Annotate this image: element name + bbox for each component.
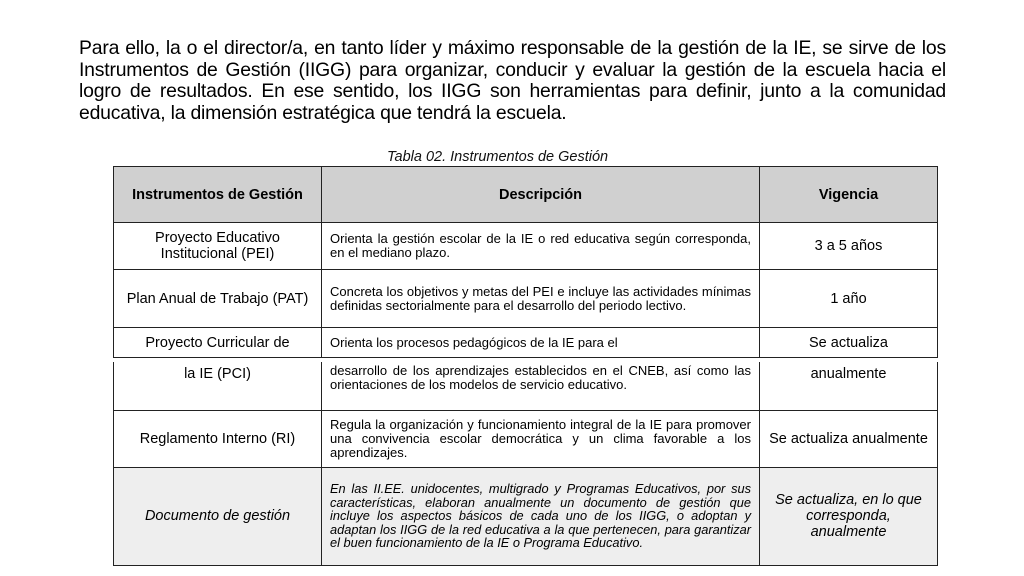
header-descripcion: Descripción [322,167,760,223]
cell-instrumento: Proyecto Curricular de [114,328,322,358]
cell-descripcion: desarrollo de los aprendizajes establecidos en el CNEB, así como las orientaciones de los modelos de servicio educativo. [322,362,760,410]
table-caption: Tabla 02. Instrumentos de Gestión [387,149,609,165]
table-row [114,328,938,358]
cell-vigencia: Se actualiza anualmente [760,410,938,467]
cell-instrumento: la IE (PCI) [114,362,322,410]
intro-paragraph: Para ello, la o el director/a, en tanto líder y máximo responsable de la gestión de la IE, se sirve de los Instrumentos de Gestión (IIGG) para organizar, conducir y evaluar la gestión de la escuela hacia el logro de resultados. En ese sentido, los IIGG son herramientas para definir, junto a la comunidad educativa, la dimensión estratégica que tendrá la escuela. [79,37,946,124]
cell-vigencia: Se actualiza, en lo que corresponda, anualmente [760,467,938,565]
cell-descripcion: Orienta los procesos pedagógicos de la IE para el [322,328,760,358]
cell-instrumento: Plan Anual de Trabajo (PAT) [114,270,322,328]
cell-descripcion: Regula la organización y funcionamiento integral de la IE para promover una convivencia escolar democrática y un clima favorable a los aprendizajes. [322,410,760,467]
cell-descripcion: Concreta los objetivos y metas del PEI e incluye las actividades mínimas definidas sectorialmente para el desarrollo del periodo lectivo. [322,270,760,328]
cell-descripcion: Orienta la gestión escolar de la IE o red educativa según corresponda, en el mediano plazo. [322,223,760,270]
table-header-row [114,167,938,223]
cell-vigencia: Se actualiza [760,328,938,358]
management-instruments-table-top [113,166,938,358]
management-instruments-table-bottom [113,362,938,566]
table-row [114,362,938,410]
table-row [114,270,938,328]
cell-vigencia: anualmente [760,362,938,410]
cell-vigencia: 3 a 5 años [760,223,938,270]
cell-instrumento: Proyecto Educativo Institucional (PEI) [114,223,322,270]
header-instrumento: Instrumentos de Gestión [114,167,322,223]
cell-descripcion: En las II.EE. unidocentes, multigrado y Programas Educativos, por sus características, elaboran anualmente un documento de gestión que incluye los aspectos básicos de cada uno de los IIGG, o adoptan y adaptan los IIGG de la red educativa a la que pertenecen, para garantizar el buen funcionamiento de la IE o Programa Educativo. [322,467,760,565]
table-row [114,223,938,270]
cell-vigencia: 1 año [760,270,938,328]
table-row [114,467,938,565]
cell-instrumento: Reglamento Interno (RI) [114,410,322,467]
header-vigencia: Vigencia [760,167,938,223]
cell-instrumento: Documento de gestión [114,467,322,565]
table-row [114,410,938,467]
